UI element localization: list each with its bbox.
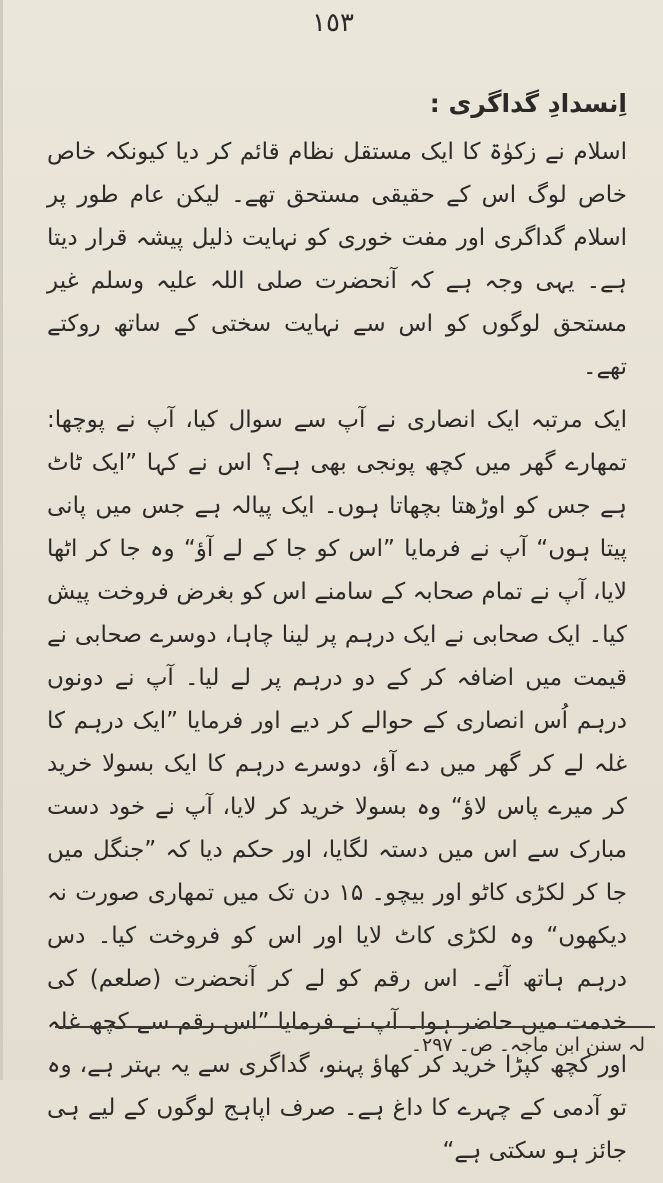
section-heading: اِنسدادِ گداگری : — [429, 89, 627, 118]
paragraph-2: ایک مرتبہ ایک انصاری نے آپ سے سوال کیا، آپ نے پوچھا: تمھارے گھر میں کچھ پونجی بھی ہے؟ اس نے کہا ”ایک ٹاٹ ہے جس کو اوڑھتا بچھاتا ہوں۔ ایک پیالہ ہے جس میں پانی پیتا ہوں“ آپ نے فرمایا ”اس کو جا کے لے آؤ“ وہ جا کر اٹھا لایا، آپ نے تمام صحابہ کے سامنے اس کو بغرض فروخت پیش کیا۔ ایک صحابی نے ایک درہم پر لینا چاہا، دوسرے صحابی نے قیمت میں اضافہ کر کے دو درہم پر لے لیا۔ آپ نے دونوں درہم اُس انصاری کے حوالے کر دیے اور فرمایا ”ایک درہم کا غلہ لے کر گھر میں دے آؤ، دوسرے درہم کا ایک بسولا خرید کر میرے پاس لاؤ“ وہ بسولا خرید کر لایا، آپ نے خود دست مبارک سے اس میں دستہ لگایا، اور حکم دیا کہ ”جنگل میں جا کر لکڑی کاٹو اور بیچو۔ ۱۵ دن تک میں تمھاری صورت نہ دیکھوں“ وہ لکڑی کاٹ لایا اور اس کو فروخت کیا۔ دس درہم ہاتھ آئے۔ اس رقم کو لے کر آنحضرت (صلعم) کی خدمت میں حاضر ہوا۔ آپ نے فرمایا ”اس رقم سے کچھ غلہ اور کچھ کپڑا خرید کر کھاؤ پہنو، گداگری سے یہ بہتر ہے، وہ تو آدمی کے چہرے کا داغ ہے۔ صرف اپاہج لوگوں کے لیے ہی جائز ہو سکتی ہے“ — [47, 407, 627, 1164]
paragraph-1: اسلام نے زکوٰۃ کا ایک مستقل نظام قائم کر دیا کیونکہ خاص خاص لوگ اس کے حقیقی مستحق تھے۔ لیکن عام طور پر اسلام گداگری اور مفت خوری کو نہایت ذلیل پیشہ قرار دیتا ہے۔ یہی وجہ ہے کہ آنحضرت صلی اللہ علیہ وسلم غیر مستحق لوگوں کو اس سے نہایت سختی کے ساتھ روکتے تھے۔ — [47, 139, 627, 380]
footnote-divider — [55, 1026, 655, 1028]
footnote: لہ سنن ابن ماجہ۔ ص۔ ۲۹۷۔ — [410, 1034, 645, 1056]
page-number: ١٥٣ — [312, 8, 354, 38]
body-text — [47, 82, 627, 1183]
